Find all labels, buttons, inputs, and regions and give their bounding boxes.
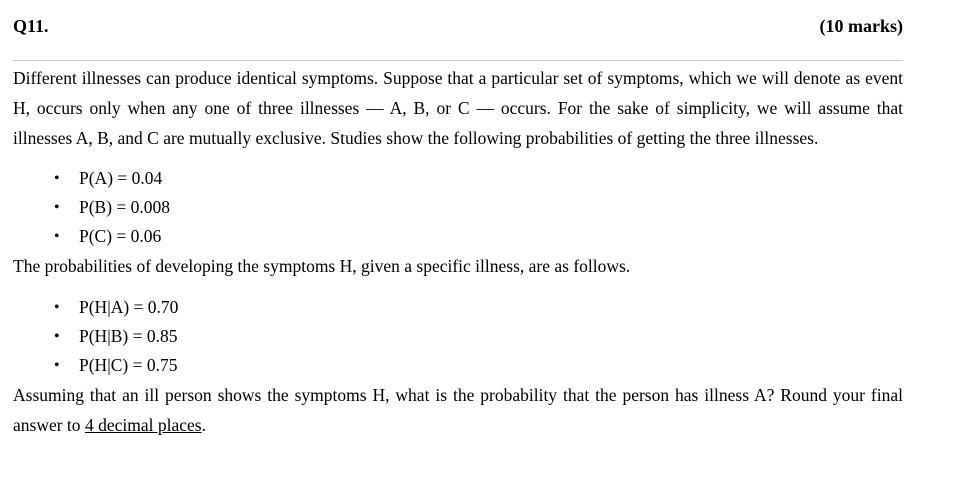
list-item — [13, 351, 903, 380]
list-item — [13, 222, 903, 251]
intro-paragraph — [13, 63, 903, 153]
intro-line: Different illnesses can produce identical symptoms. Suppose that a particular set of symptoms, which we will denote — [13, 68, 841, 88]
list-item — [13, 293, 903, 322]
bullet-icon: • — [54, 170, 60, 187]
question-number: Q11. — [13, 16, 49, 36]
bullet-icon: • — [54, 299, 60, 316]
probability-text: P(C) = 0.06 — [79, 226, 162, 246]
question-page — [13, 0, 903, 440]
bullet-icon: • — [54, 328, 60, 345]
probability-text: P(H|A) = 0.70 — [79, 297, 179, 317]
list-item — [13, 193, 903, 222]
list-item — [13, 322, 903, 351]
intro-line: assume that illnesses A, B, and C are mutually exclusive. Studies show the following probabilities of getting the — [13, 98, 903, 148]
decimal-places-underlined: 4 decimal places — [84, 415, 202, 435]
conditional-probability-list — [13, 293, 903, 380]
probability-text: P(H|B) = 0.85 — [79, 326, 178, 346]
bullet-icon: • — [54, 199, 60, 216]
bullet-icon: • — [54, 357, 60, 374]
probability-text: P(H|C) = 0.75 — [79, 355, 178, 375]
question-line: Assuming that an ill person shows the symptoms H, what is the probability that the person has illness A? Round — [13, 385, 827, 405]
question-line-suffix: . — [201, 415, 206, 435]
probability-text: P(A) = 0.04 — [79, 168, 163, 188]
question-header — [13, 0, 903, 61]
marks-label: (10 marks) — [819, 16, 903, 36]
intro-line: as event H, occurs only when any one of three illnesses — A, B, or C — occurs. For the sake of simplicity, we will — [13, 68, 903, 118]
conditional-intro-paragraph: The probabilities of developing the symptoms H, given a specific illness, are as follows. — [13, 256, 631, 276]
probability-text: P(B) = 0.008 — [79, 197, 171, 217]
list-item — [13, 164, 903, 193]
question-paragraph — [13, 380, 903, 440]
intro-line: three illnesses. — [715, 128, 819, 148]
prior-probability-list — [13, 164, 903, 251]
question-line-prefix: your final answer to — [13, 385, 903, 435]
bullet-icon: • — [54, 228, 60, 245]
